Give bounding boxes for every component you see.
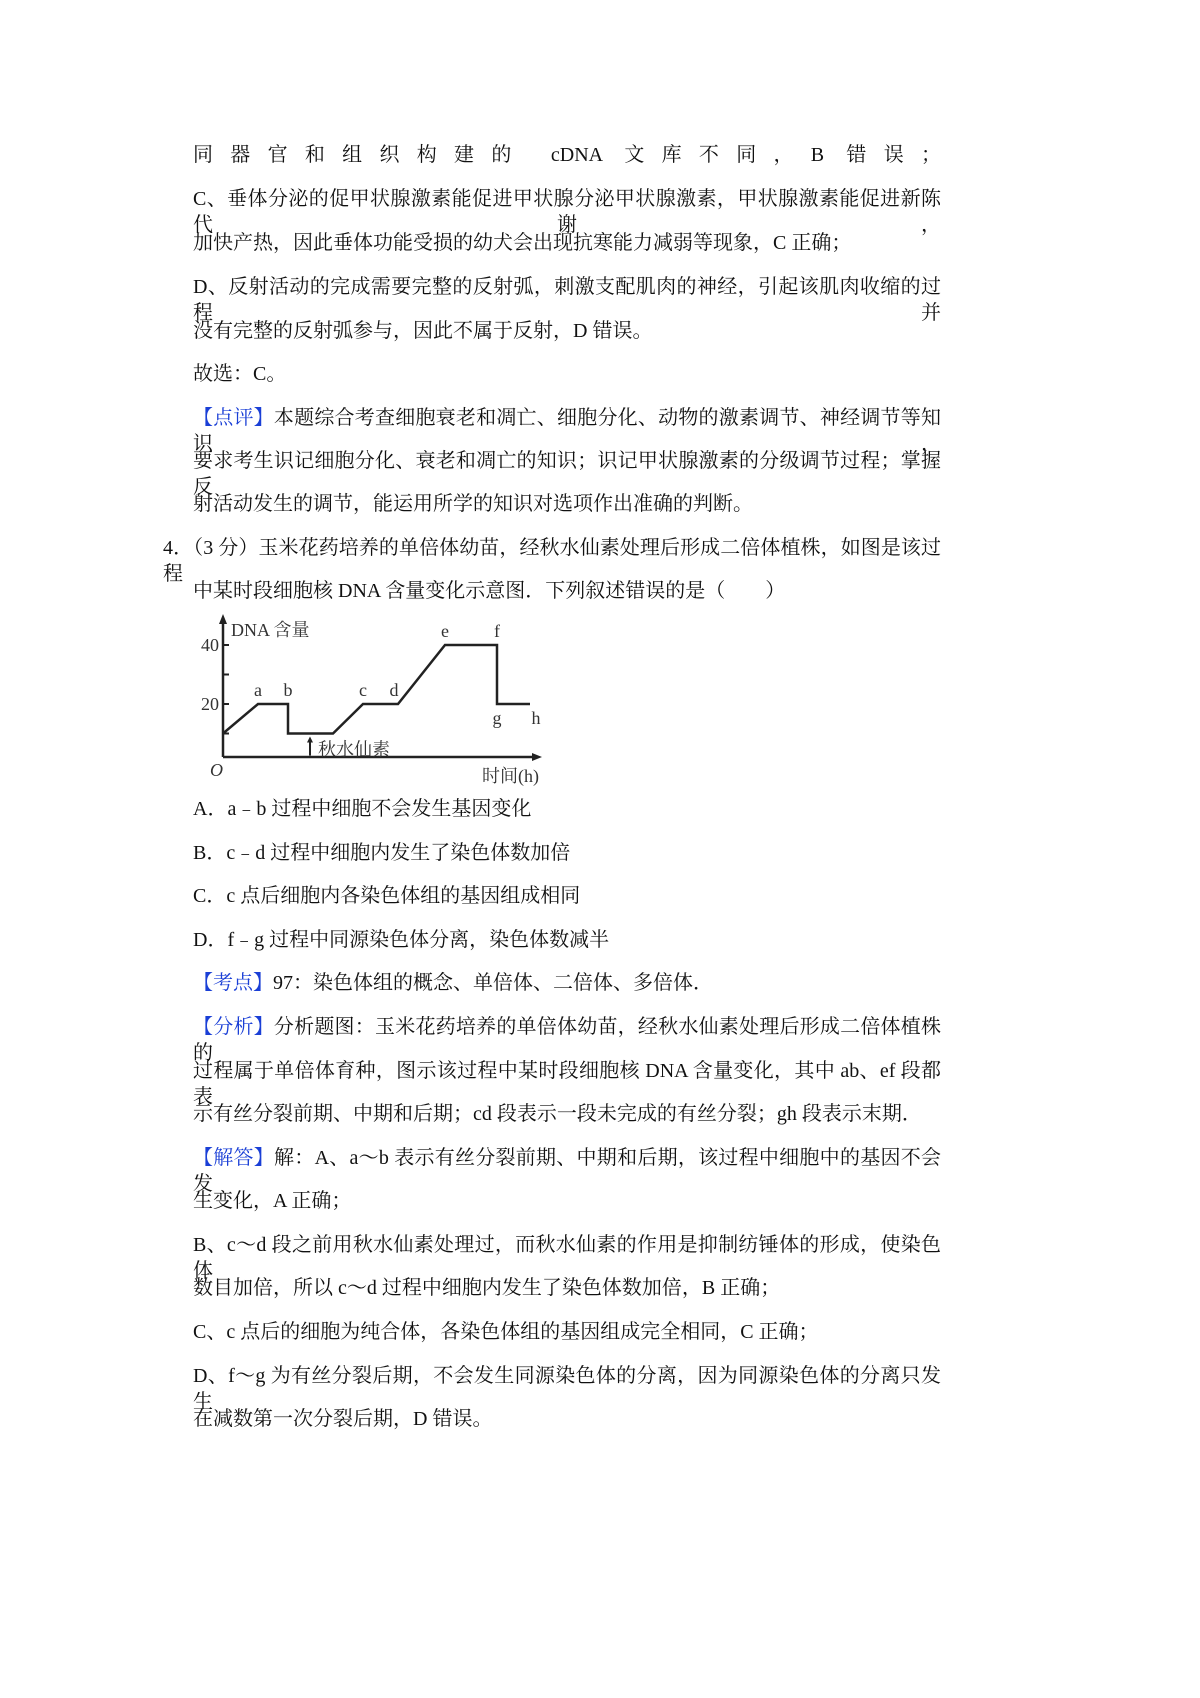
text-line: 示有丝分裂前期、中期和后期；cd 段表示一段未完成的有丝分裂；gh 段表示末期． — [193, 1103, 922, 1125]
jieda-tag: 【解答】 — [193, 1147, 275, 1169]
option-d: D．f﹣g 过程中同源染色体分离，染色体数减半 — [193, 929, 610, 951]
jieda-line — [193, 1145, 941, 1195]
x-axis-arrow — [532, 753, 542, 761]
x-axis-label: 时间(h) — [482, 766, 539, 786]
question-stem: 4．（3 分）玉米花药培养的单倍体幼苗，经秋水仙素处理后形成二倍体植株，如图是该过程 — [163, 537, 941, 585]
fenxi-tag: 【分析】 — [193, 1016, 274, 1038]
point-label-b: b — [283, 680, 293, 700]
text-line: 在减数第一次分裂后期，D 错误。 — [193, 1408, 493, 1430]
kaodian-text: 97：染色体组的概念、单倍体、二倍体、多倍体． — [273, 972, 713, 994]
review-line — [193, 405, 942, 455]
dna-content-chart — [180, 612, 560, 792]
point-label-e: e — [441, 621, 449, 641]
text-line: 故选：C。 — [193, 363, 287, 385]
text-line: C、垂体分泌的促甲状腺激素能促进甲状腺分泌甲状腺激素，甲状腺激素能促进新陈代谢， — [193, 188, 941, 236]
origin-label: O — [210, 760, 223, 780]
point-label-a: a — [254, 680, 262, 700]
point-label-g: g — [492, 708, 502, 728]
text-line: 过程属于单倍体育种，图示该过程中某时段细胞核 DNA 含量变化，其中 ab、ef 段都表 — [193, 1060, 941, 1108]
y-axis-label: DNA 含量 — [231, 620, 310, 640]
text-line: 射活动发生的调节，能运用所学的知识对选项作出准确的判断。 — [193, 493, 753, 515]
text-line: 加快产热，因此垂体功能受损的幼犬会出现抗寒能力减弱等现象，C 正确； — [193, 232, 852, 254]
point-label-f: f — [494, 621, 500, 641]
option-c: C．c 点后细胞内各染色体组的基因组成相同 — [193, 885, 581, 907]
review-tag: 【点评】 — [193, 407, 274, 429]
kaodian-line — [193, 970, 941, 996]
jieda-text: 解：A、a～b 表示有丝分裂前期、中期和后期，该过程中细胞中的基因不会发 — [193, 1147, 941, 1195]
kaodian-tag: 【考点】 — [193, 972, 273, 994]
annotation-label: 秋水仙素 — [318, 739, 390, 760]
fenxi-text: 分析题图：玉米花药培养的单倍体幼苗，经秋水仙素处理后形成二倍体植株的 — [193, 1016, 942, 1064]
text-line: 没有完整的反射弧参与，因此不属于反射，D 错误。 — [193, 320, 653, 342]
text-line: 同器官和组织构建的 cDNA 文库不同，B 错误； — [193, 144, 941, 166]
y-tick-label: 20 — [201, 694, 219, 714]
text-line: B、c～d 段之前用秋水仙素处理过，而秋水仙素的作用是抑制纺锤体的形成，使染色体 — [193, 1234, 941, 1282]
review-text: 本题综合考查细胞衰老和凋亡、细胞分化、动物的激素调节、神经调节等知识， — [193, 407, 942, 455]
point-label-c: c — [359, 680, 367, 700]
point-label-h: h — [531, 708, 541, 728]
text-line: 数目加倍，所以 c～d 过程中细胞内发生了染色体数加倍，B 正确； — [193, 1277, 781, 1299]
option-b: B．c﹣d 过程中细胞内发生了染色体数加倍 — [193, 842, 571, 864]
y-tick-label: 40 — [201, 635, 219, 655]
text-line: D、f～g 为有丝分裂后期，不会发生同源染色体的分离，因为同源染色体的分离只发生 — [193, 1365, 941, 1413]
option-a: A．a﹣b 过程中细胞不会发生基因变化 — [193, 798, 532, 820]
text-line: D、反射活动的完成需要完整的反射弧，刺激支配肌肉的神经，引起该肌肉收缩的过程并 — [193, 276, 941, 324]
dna-series-line — [223, 645, 530, 734]
question-stem: 中某时段细胞核 DNA 含量变化示意图．下列叙述错误的是（ ） — [193, 580, 786, 602]
fenxi-line — [193, 1014, 942, 1064]
text-line: C、c 点后的细胞为纯合体，各染色体组的基因组成完全相同，C 正确； — [193, 1321, 819, 1343]
text-line: 要求考生识记细胞分化、衰老和凋亡的知识；识记甲状腺激素的分级调节过程；掌握反 — [193, 450, 941, 498]
point-label-d: d — [389, 680, 399, 700]
annotation-arrowhead — [307, 737, 313, 743]
y-axis-arrow — [219, 614, 227, 624]
text-line: 生变化，A 正确； — [193, 1190, 352, 1212]
